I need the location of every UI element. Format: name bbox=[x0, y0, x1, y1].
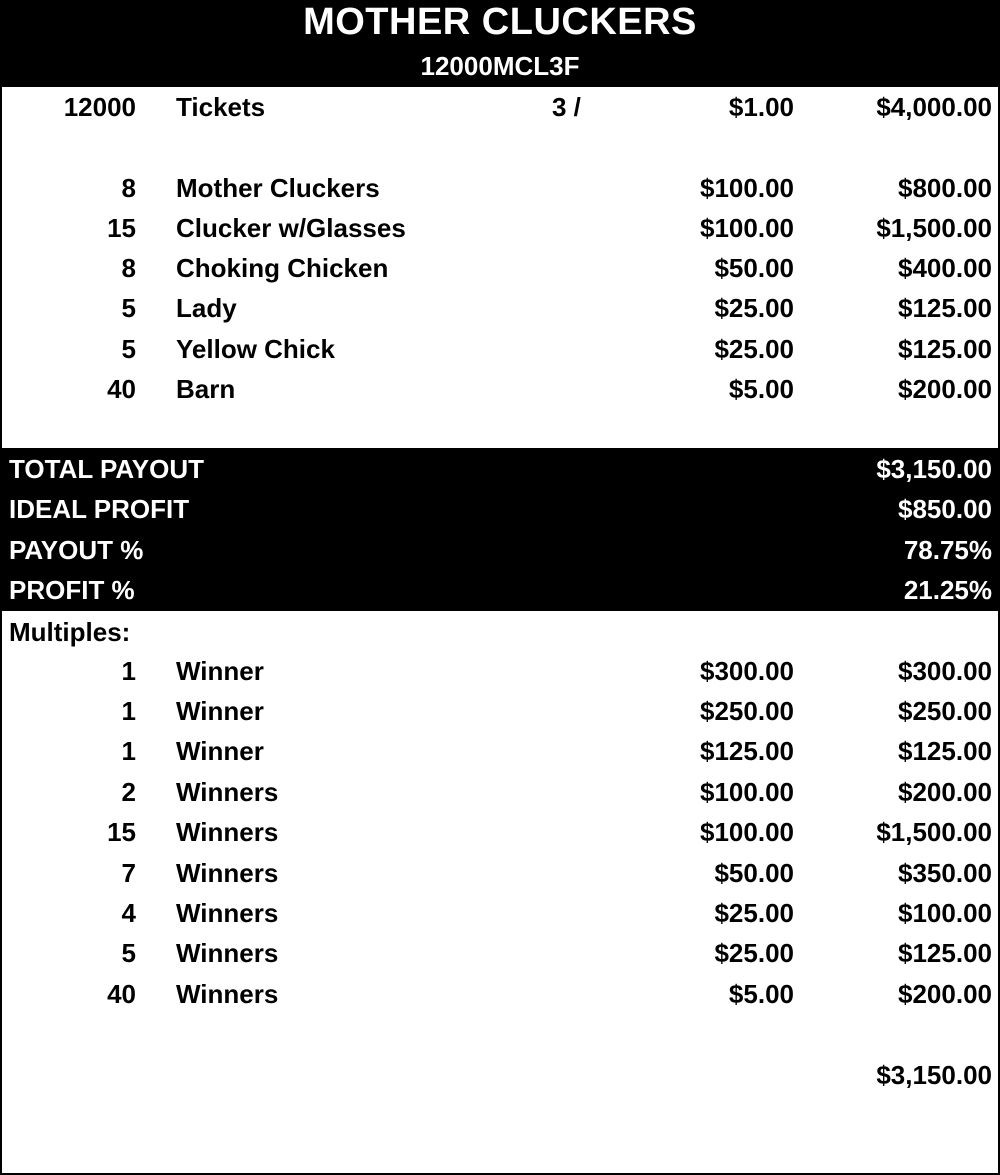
prize-price: $25.00 bbox=[714, 334, 794, 364]
multiple-name: Winners bbox=[176, 979, 279, 1009]
tickets-per: 3 / bbox=[552, 92, 581, 122]
prize-name: Barn bbox=[176, 374, 236, 404]
summary-label: IDEAL PROFIT bbox=[9, 494, 190, 524]
multiple-qty: 15 bbox=[107, 817, 136, 847]
multiple-price: $50.00 bbox=[714, 858, 794, 888]
prize-name: Choking Chicken bbox=[176, 253, 389, 283]
ticket-price: $1.00 bbox=[728, 92, 794, 122]
multiples-heading: Multiples: bbox=[9, 617, 131, 647]
prize-price: $5.00 bbox=[728, 374, 794, 404]
page-title: MOTHER CLUCKERS bbox=[303, 1, 697, 43]
multiple-row bbox=[2, 853, 998, 893]
multiple-qty: 1 bbox=[121, 736, 136, 766]
prize-total: $1,500.00 bbox=[876, 213, 992, 243]
ticket-label: Tickets bbox=[176, 92, 266, 122]
prize-row bbox=[2, 248, 998, 288]
multiple-price: $125.00 bbox=[700, 736, 794, 766]
multiple-row bbox=[2, 731, 998, 771]
multiple-name: Winner bbox=[176, 696, 264, 726]
multiple-price: $300.00 bbox=[700, 656, 794, 686]
summary-label: PROFIT % bbox=[9, 575, 135, 605]
prize-total: $200.00 bbox=[898, 374, 992, 404]
prize-price: $25.00 bbox=[714, 293, 794, 323]
multiple-total: $350.00 bbox=[898, 858, 992, 888]
summary-value: 78.75% bbox=[903, 535, 992, 565]
summary-label: PAYOUT % bbox=[9, 535, 144, 565]
prize-row bbox=[2, 288, 998, 328]
summary-value: $3,150.00 bbox=[876, 454, 992, 484]
prize-price: $100.00 bbox=[700, 173, 794, 203]
prize-qty: 5 bbox=[121, 334, 136, 364]
summary-row-total-payout bbox=[2, 449, 998, 489]
multiple-qty: 1 bbox=[121, 656, 136, 686]
ticket-count: 12000 bbox=[63, 92, 136, 122]
prize-total: $125.00 bbox=[898, 334, 992, 364]
prize-qty: 8 bbox=[121, 253, 136, 283]
multiple-name: Winners bbox=[176, 858, 279, 888]
multiple-row bbox=[2, 974, 998, 1014]
prize-row bbox=[2, 208, 998, 248]
ticket-total: $4,000.00 bbox=[876, 92, 992, 122]
multiple-total: $125.00 bbox=[898, 938, 992, 968]
multiple-total: $200.00 bbox=[898, 979, 992, 1009]
prize-name: Yellow Chick bbox=[176, 334, 335, 364]
multiple-row bbox=[2, 772, 998, 812]
multiple-price: $25.00 bbox=[714, 938, 794, 968]
header-bar bbox=[2, 2, 998, 87]
tickets-row bbox=[2, 87, 998, 127]
multiple-name: Winners bbox=[176, 898, 279, 928]
prize-total: $800.00 bbox=[898, 173, 992, 203]
prize-price: $100.00 bbox=[700, 213, 794, 243]
multiple-total: $200.00 bbox=[898, 777, 992, 807]
multiple-price: $100.00 bbox=[700, 777, 794, 807]
multiple-row bbox=[2, 812, 998, 852]
multiple-name: Winner bbox=[176, 736, 264, 766]
multiple-row bbox=[2, 893, 998, 933]
game-code: 12000MCL3F bbox=[420, 51, 580, 81]
multiple-price: $25.00 bbox=[714, 898, 794, 928]
summary-row-ideal-profit bbox=[2, 489, 998, 529]
prize-qty: 40 bbox=[107, 374, 136, 404]
prize-total: $400.00 bbox=[898, 253, 992, 283]
multiple-qty: 1 bbox=[121, 696, 136, 726]
multiple-total: $300.00 bbox=[898, 656, 992, 686]
multiple-qty: 7 bbox=[121, 858, 136, 888]
summary-value: $850.00 bbox=[898, 494, 992, 524]
prize-price: $50.00 bbox=[714, 253, 794, 283]
prize-name: Mother Cluckers bbox=[176, 173, 380, 203]
prize-name: Lady bbox=[176, 293, 237, 323]
multiple-total: $1,500.00 bbox=[876, 817, 992, 847]
summary-row-profit-percent bbox=[2, 570, 998, 610]
summary-block bbox=[2, 448, 998, 611]
multiple-qty: 2 bbox=[121, 777, 136, 807]
multiple-name: Winners bbox=[176, 777, 279, 807]
multiple-name: Winners bbox=[176, 938, 279, 968]
multiple-row bbox=[2, 691, 998, 731]
grand-total-row bbox=[2, 1055, 998, 1095]
multiple-price: $250.00 bbox=[700, 696, 794, 726]
multiple-qty: 40 bbox=[107, 979, 136, 1009]
multiple-qty: 4 bbox=[121, 898, 136, 928]
prize-total: $125.00 bbox=[898, 293, 992, 323]
multiple-total: $250.00 bbox=[898, 696, 992, 726]
multiple-name: Winner bbox=[176, 656, 264, 686]
prize-name: Clucker w/Glasses bbox=[176, 213, 406, 243]
multiple-row bbox=[2, 933, 998, 973]
prize-row bbox=[2, 369, 998, 409]
multiple-total: $100.00 bbox=[898, 898, 992, 928]
summary-row-payout-percent bbox=[2, 530, 998, 570]
grand-total: $3,150.00 bbox=[876, 1060, 992, 1090]
multiple-name: Winners bbox=[176, 817, 279, 847]
prize-row bbox=[2, 168, 998, 208]
multiple-qty: 5 bbox=[121, 938, 136, 968]
multiple-price: $5.00 bbox=[728, 979, 794, 1009]
summary-label: TOTAL PAYOUT bbox=[9, 454, 205, 484]
prize-qty: 15 bbox=[107, 213, 136, 243]
multiple-row bbox=[2, 651, 998, 691]
multiple-total: $125.00 bbox=[898, 736, 992, 766]
prize-qty: 5 bbox=[121, 293, 136, 323]
multiple-price: $100.00 bbox=[700, 817, 794, 847]
summary-value: 21.25% bbox=[903, 575, 992, 605]
prize-qty: 8 bbox=[121, 173, 136, 203]
prize-row bbox=[2, 329, 998, 369]
